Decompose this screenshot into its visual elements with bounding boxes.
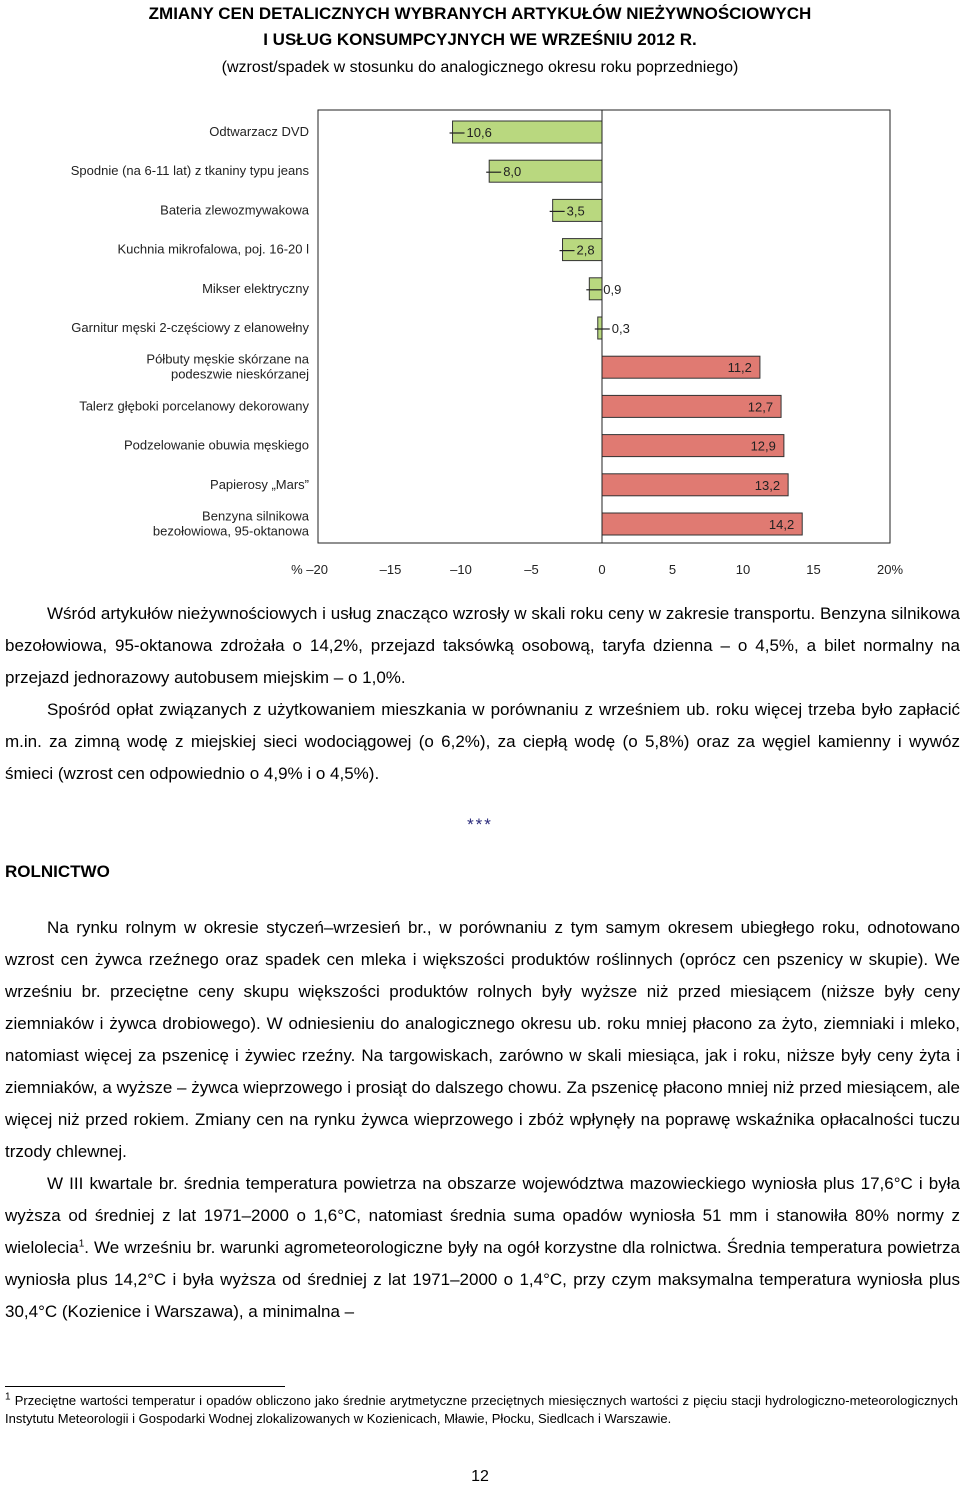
category-label: Talerz głęboki porcelanowy dekorowany	[79, 398, 309, 414]
category-label: podeszwie nieskórzanej	[170, 366, 309, 382]
category-label: Kuchnia mikrofalowa, poj. 16-20 l	[117, 241, 309, 257]
value-label: 3,5	[566, 203, 585, 219]
category-label: Garnitur męski 2-częściowy z elanowełny	[71, 320, 309, 335]
category-label: Odtwarzacz DVD	[209, 124, 309, 139]
price-change-bar-chart	[0, 95, 960, 585]
category-label: Podzelowanie obuwia męskiego	[123, 437, 309, 453]
value-label: 12,7	[747, 399, 774, 415]
value-label: 14,2	[768, 517, 795, 532]
value-label: 0,3	[611, 321, 630, 336]
x-tick-label: 0	[598, 562, 606, 577]
x-tick-label: 20%	[876, 562, 904, 577]
x-tick-label: –10	[450, 562, 472, 577]
bar	[598, 317, 602, 339]
category-label: Papierosy „Mars”	[210, 476, 309, 492]
x-tick-label: % –20	[291, 562, 328, 577]
chart-subtitle: (wzrost/spadek w stosunku do analogicznego okresu roku poprzedniego)	[221, 59, 739, 76]
value-label: 11,2	[727, 360, 752, 376]
value-label: 0,9	[603, 281, 622, 297]
chart-title-line-2: I USŁUG KONSUMPCYJNYCH WE WRZEŚNIU 2012 R.	[263, 30, 697, 49]
value-label: 12,9	[750, 438, 776, 454]
section-heading-agriculture: ROLNICTWO	[5, 862, 110, 881]
x-tick-label: –15	[379, 562, 402, 577]
bar	[589, 278, 602, 300]
paragraph-transport: Wśród artykułów nieżywnościowych i usług znacząco wzrosły w skali roku ceny w zakresie transportu. Benzyna silnikowa bezołowiowa, 95-oktanowa zdrożała o 14,2%, przejazd taksówką osobową, taryfa dzienna – o 4,5%, a bilet normalny na przejazd jednorazowy autobusem miejskim – o 1,0%.	[5, 604, 960, 687]
category-label: Spodnie (na 6-11 lat) z tkaniny typu jeans	[70, 163, 309, 179]
category-label: Benzyna silnikowa	[202, 508, 309, 524]
paragraph-weather	[5, 1168, 960, 1328]
agriculture-text	[5, 912, 960, 1328]
transport-prices-text	[5, 598, 960, 790]
chart-title-line-1: ZMIANY CEN DETALICZNYCH WYBRANYCH ARTYKUŁÓW NIEŻYWNOŚCIOWYCH	[148, 4, 812, 23]
x-tick-label: 15	[806, 562, 821, 577]
x-tick-label: 10	[735, 562, 751, 577]
paragraph-agricultural-market: Na rynku rolnym w okresie styczeń–wrzesień br., w porównaniu z tym samym okresem ubiegłego roku, odnotowano wzrost cen żywca rzeźnego oraz spadek cen mleka i większości produktów roślinnych (oprócz cen pszenicy w skupie). We wrześniu br. przeciętne ceny skupu większości produktów rolnych były wyższe niż przed miesiącem (niższe były ceny ziemniaków i żywca drobiowego). W odniesieniu do analogicznego okresu ub. roku mniej płacono za żyto, ziemniaki i mleko, natomiast więcej za pszenicę i żywiec rzeźny. Na targowiskach, zarówno w skali miesiąca, jak i roku, niższe były ceny żyta i ziemniaków, a wyższe – żywca wieprzowego i prosiąt do dalszego chowu. Za pszenicę płacono mniej niż przed miesiącem, ale więcej niż przed rokiem. Zmiany cen na rynku żywca wieprzowego i zbóż wpłynęły na poprawę wskaźnika opłacalności tuczu trzody chlewnej.	[5, 918, 960, 1161]
value-label: 10,6	[466, 125, 492, 140]
footnote-reference: 1	[78, 1238, 85, 1250]
footnote-text: Przeciętne wartości temperatur i opadów obliczono jako średnie arytmetyczne przeciętnych miesięcznych wartości z pięciu stacji hydrologiczno-meteorologicznych Instytutu Meteorologii i Gospodarki Wodnej zlokalizowanych w Kozienicach, Mławie, Płocku, Siedlcach i Warszawie.	[5, 1393, 958, 1426]
category-label: Półbuty męskie skórzane na	[146, 351, 309, 367]
value-label: 2,8	[576, 242, 595, 258]
paragraph-housing: Spośród opłat związanych z użytkowaniem mieszkania w porównaniu z wrześniem ub. roku więcej trzeba było zapłacić m.in. za zimną wodę z miejskiej sieci wodociągowej (o 6,2%), za ciepłą wodę (o 5,8%) oraz za węgiel kamienny i wywóz śmieci (wzrost cen odpowiednio o 4,9% i o 4,5%).	[5, 700, 960, 783]
category-label: bezołowiowa, 95-oktanowa	[152, 523, 309, 539]
category-label: Mikser elektryczny	[202, 280, 309, 296]
value-label: 13,2	[754, 477, 781, 493]
footnote	[5, 1392, 958, 1428]
page-number: 12	[471, 1468, 489, 1485]
chart-title-block	[0, 0, 960, 83]
footnote-marker: 1	[5, 1391, 11, 1403]
category-label: Bateria zlewozmywakowa	[160, 202, 309, 218]
weather-text-part-2: . We wrześniu br. warunki agrometeorologiczne były na ogół korzystne dla rolnictwa. Średnia temperatura powietrza wyniosła plus 14,2°C i była wyższa od średniej z lat 1971–2000 o 1,4°C, przy czym maksymalna temperatura wyniosła plus 30,4°C (Kozienice i Warszawa), a minimalna –	[5, 1238, 960, 1321]
x-tick-label: 5	[668, 562, 677, 577]
value-label: 8,0	[503, 164, 522, 180]
section-separator: ***	[467, 815, 493, 834]
footnote-divider	[5, 1386, 285, 1387]
x-tick-label: –5	[524, 562, 539, 577]
weather-text-part-1: W III kwartale br. średnia temperatura powietrza na obszarze województwa mazowieckiego wyniosła plus 17,6°C i była wyższa od średniej z lat 1971–2000 o 1,6°C, natomiast średnia suma opadów wyniosła 51 mm i stanowiła 80% normy z wielolecia	[5, 1174, 960, 1257]
